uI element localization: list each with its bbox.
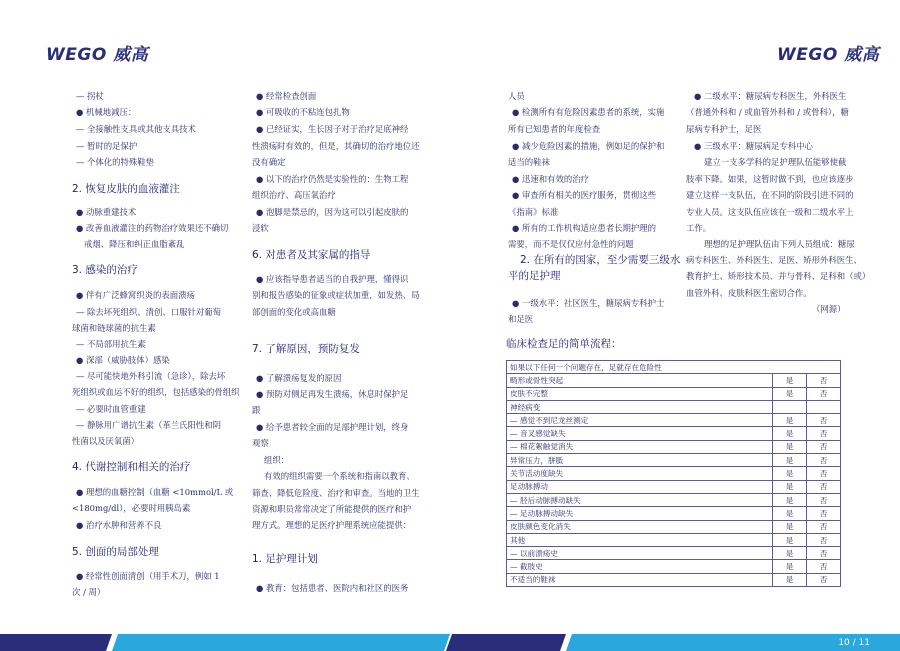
text-line: ● 经常性创面清创（用手术刀，例如 1	[76, 571, 220, 581]
row-no-cell: 否	[807, 454, 841, 467]
row-label-cell: — 音叉感觉缺失	[507, 427, 773, 440]
text-line: ● 减少危险因素的措施，例如足的保护和	[512, 141, 665, 151]
row-yes-cell: 是	[773, 374, 807, 387]
text-line: — 全接触性支具或其他支具技术	[76, 124, 196, 134]
text-line: 病专科医生、外科医生、足医、矫形外科医生、	[686, 255, 862, 265]
text-line: — 静脉用广谱抗生素（革兰氏阳性和阴	[76, 420, 222, 430]
text-line: 专业人员。这支队伍应该在一级和二级水平上	[686, 207, 854, 217]
table-row	[507, 493, 841, 506]
brand-logo-right: WEGO 威高	[777, 45, 880, 65]
section-heading: 7. 了解原因，预防复发	[252, 343, 360, 355]
section-heading: 6. 对患者及其家属的指导	[252, 249, 371, 261]
row-no-cell: 否	[807, 573, 841, 586]
footer-bar-navy-left	[0, 634, 112, 651]
table-header-row	[507, 361, 841, 374]
checklist-table	[506, 360, 841, 587]
row-label-cell: — 足动脉搏动缺失	[507, 507, 773, 520]
row-label-cell: 神经病变	[507, 400, 773, 413]
text-line: ● 审查所有相关的医疗服务，贯彻这些	[512, 190, 656, 200]
footer-bar-blue-left	[112, 634, 450, 651]
text-line: 浸软	[252, 223, 269, 233]
text-line: 建立这样一支队伍，在不同的阶段引进不同的	[686, 190, 854, 200]
text-line: ● 三级水平：糖尿病足专科中心	[694, 141, 813, 151]
text-line: — 不局部用抗生素	[76, 339, 146, 349]
text-line: ● 伴有广泛蜂窝织炎的表面溃疡	[76, 290, 195, 300]
text-line: ● 一级水平：社区医生，糖尿病专科护士	[512, 298, 665, 308]
row-yes-cell: 是	[773, 467, 807, 480]
table-row	[507, 560, 841, 573]
table-title: 临床检查足的简单流程：	[506, 338, 622, 350]
row-yes-cell: 是	[773, 454, 807, 467]
row-label-cell: — 截肢史	[507, 560, 773, 573]
text-line: ● 给予患者较全面的足部护理计划，终身	[256, 422, 409, 432]
row-yes-cell: 是	[773, 547, 807, 560]
footer-bar-navy-right	[446, 634, 566, 651]
text-line: ● 以下的治疗仍然是实验性的：生物工程	[256, 174, 409, 184]
row-no-cell: 否	[807, 547, 841, 560]
row-label-cell: 异常压力，胼胝	[507, 454, 773, 467]
table-row	[507, 427, 841, 440]
table-row	[507, 387, 841, 400]
row-yes-cell: 是	[773, 427, 807, 440]
text-line: 理想的足护理队伍由下列人员组成：糖尿	[704, 239, 855, 249]
text-line: — 尽可能快地外科引流（急诊），除去坏	[76, 371, 226, 381]
text-line: — 除去坏死组织、清创、口服针对葡萄	[76, 307, 222, 317]
text-line: 组织治疗、高压氧治疗	[252, 190, 336, 200]
text-line: 性溃疡时有效的，但是，其确切的治疗地位还	[252, 141, 420, 151]
text-line: ● 泡脚是禁忌的，因为这可以引起皮肤的	[256, 207, 409, 217]
row-label-cell: — 棉花絮触觉消失	[507, 440, 773, 453]
row-no-cell: 否	[807, 520, 841, 533]
text-line: ● 机械地减压：	[76, 107, 137, 117]
text-line: 跟	[252, 405, 261, 415]
row-yes-cell: 是	[773, 573, 807, 586]
text-line: ● 应该指导患者适当的自我护理，懂得识	[256, 274, 409, 284]
table-row	[507, 480, 841, 493]
table-row	[507, 440, 841, 453]
row-yes-cell: 是	[773, 507, 807, 520]
text-line: 肢率下降。如果，这暂时做不到，也应该逐步	[686, 174, 854, 184]
table-row	[507, 573, 841, 586]
text-line: ● 动脉重建技术	[76, 207, 137, 217]
text-line: 工作。	[686, 223, 712, 233]
text-line: 筛查、降低危险度、治疗和审查。当地的卫生	[252, 488, 420, 498]
table-row	[507, 454, 841, 467]
text-line: ● 经常检查创面	[256, 91, 317, 101]
row-no-cell: 否	[807, 387, 841, 400]
section-heading: 平的足护理	[508, 270, 561, 282]
text-line: 《指南》标准	[508, 207, 559, 217]
row-yes-cell: 是	[773, 480, 807, 493]
row-yes-cell: 是	[773, 414, 807, 427]
row-no-cell: 否	[807, 427, 841, 440]
row-yes-cell: 是	[773, 560, 807, 573]
text-line: ● 所有的工作机构适应患者长期护理的	[512, 223, 656, 233]
text-line: 教育护士、矫形技术员、并与骨科、足科和（或）	[686, 271, 871, 281]
text-line: 人员	[508, 91, 525, 101]
section-heading: 5. 创面的局部处理	[72, 546, 159, 558]
text-line: 性菌以及厌氧菌）	[72, 436, 139, 446]
table-row	[507, 467, 841, 480]
section-heading: 4. 代谢控制和相关的治疗	[72, 461, 191, 473]
row-no-cell: 否	[807, 414, 841, 427]
row-yes-cell: 是	[773, 387, 807, 400]
section-heading: 3. 感染的治疗	[72, 264, 138, 276]
row-no-cell: 否	[807, 467, 841, 480]
text-line: ● 改善血液灌注的药物治疗效果还不确切	[76, 223, 229, 233]
row-no-cell: 否	[807, 493, 841, 506]
text-line: ● 迅速和有效的治疗	[512, 174, 589, 184]
text-line: 适当的鞋袜	[508, 157, 550, 167]
text-line: 血管外科、皮肤科医生密切合作。	[686, 288, 812, 298]
text-line: ● 检测所有有危险因素患者的系统，实施	[512, 107, 665, 117]
text-line: — 个体化的特殊鞋垫	[76, 157, 155, 167]
text-line: 死组织或血运不好的组织，包括感染的骨组织	[72, 387, 240, 397]
text-line: ● 了解溃疡复发的原因	[256, 373, 342, 383]
text-line: 和足医	[508, 314, 534, 324]
row-no-cell	[807, 400, 841, 413]
text-line: ● 治疗水肿和营养不良	[76, 520, 162, 530]
table-row	[507, 374, 841, 387]
row-yes-cell	[773, 400, 807, 413]
table-row	[507, 507, 841, 520]
row-label-cell: 其他	[507, 533, 773, 546]
row-label-cell: — 以前溃疡史	[507, 547, 773, 560]
row-label-cell: 畸形或骨性突起	[507, 374, 773, 387]
row-label-cell: — 感觉不到尼龙丝测定	[507, 414, 773, 427]
text-line: 别和报告感染的征象或症状加重，如发热、局	[252, 290, 420, 300]
footer-band	[0, 634, 900, 651]
row-no-cell: 否	[807, 560, 841, 573]
text-line: — 必要时血管重建	[76, 404, 146, 414]
page-number: 10 / 11	[838, 638, 870, 648]
text-line: 部创面的变化或高血糖	[252, 307, 336, 317]
text-line: ● 二级水平：糖尿病专科医生，外科医生	[694, 91, 847, 101]
brand-logo-left: WEGO 威高	[46, 45, 149, 65]
row-no-cell: 否	[807, 374, 841, 387]
row-yes-cell: 是	[773, 533, 807, 546]
row-label-cell: 皮肤颜色变化消失	[507, 520, 773, 533]
text-line: 尿病专科护士，足医	[686, 124, 762, 134]
table-row	[507, 414, 841, 427]
text-line: 理方式。理想的足医疗护理系统应能提供：	[252, 520, 412, 530]
text-line: — 拐杖	[76, 91, 104, 101]
table-header-cell: 如果以下任何一个问题存在，足就存在危险性	[507, 361, 841, 374]
row-no-cell: 否	[807, 507, 841, 520]
text-line: 戒烟、降压和纠正血脂紊乱	[84, 239, 185, 249]
text-line: 组织：	[264, 455, 290, 465]
section-heading: 1. 足护理计划	[252, 553, 318, 565]
table-row	[507, 400, 841, 413]
row-label-cell: 足动脉搏动	[507, 480, 773, 493]
row-label-cell: 关节活动度缺失	[507, 467, 773, 480]
row-label-cell: 皮肤不完整	[507, 387, 773, 400]
text-line: <180mg/dl），必要时用胰岛素	[72, 503, 191, 513]
row-no-cell: 否	[807, 440, 841, 453]
text-line: 有效的组织需要一个系统和指南以教育、	[264, 471, 415, 481]
text-line: 所有已知患者的年度检查	[508, 124, 601, 134]
text-line: ● 可吸收的不粘连包扎物	[256, 107, 350, 117]
text-line: — 暂时的足保护	[76, 141, 138, 151]
row-label-cell: 不适当的鞋袜	[507, 573, 773, 586]
row-no-cell: 否	[807, 480, 841, 493]
text-line: 建立一支多学科的足护理队伍能够使截	[704, 157, 847, 167]
text-line: ● 预防对侧足再发生溃疡，休息时保护足	[256, 389, 409, 399]
text-line: 次 / 周）	[72, 587, 106, 597]
table-row	[507, 520, 841, 533]
section-heading: 2. 恢复皮肤的血液灌注	[72, 183, 180, 195]
text-line: 球菌和链球菌的抗生素	[72, 323, 156, 333]
text-line: 没有确定	[252, 157, 286, 167]
row-yes-cell: 是	[773, 520, 807, 533]
table-row	[507, 533, 841, 546]
row-no-cell: 否	[807, 533, 841, 546]
row-yes-cell: 是	[773, 440, 807, 453]
row-label-cell: — 胫后动脉搏动缺失	[507, 493, 773, 506]
table-row	[507, 547, 841, 560]
text-line: ● 理想的血糖控制（血糖 <10mmol/L 或	[76, 487, 234, 497]
source-note: （网源）	[812, 304, 846, 314]
section-heading: 2. 在所有的国家，至少需要三级水	[520, 254, 681, 266]
text-line: ● 教育：包括患者、医院内和社区的医务	[256, 583, 409, 593]
text-line: 需要，而不是仅仅应付急性的问题	[508, 239, 634, 249]
row-yes-cell: 是	[773, 493, 807, 506]
text-line: （普通外科和 / 或血管外科和 / 或骨科），糖	[686, 107, 849, 117]
text-line: 资源和职员常常决定了所能提供的医疗和护	[252, 504, 412, 514]
text-line: 观察	[252, 438, 269, 448]
text-line: ● 已经证实，生长因子对于治疗足底神经	[256, 124, 409, 134]
text-line: ● 深部（威胁肢体）感染	[76, 355, 170, 365]
